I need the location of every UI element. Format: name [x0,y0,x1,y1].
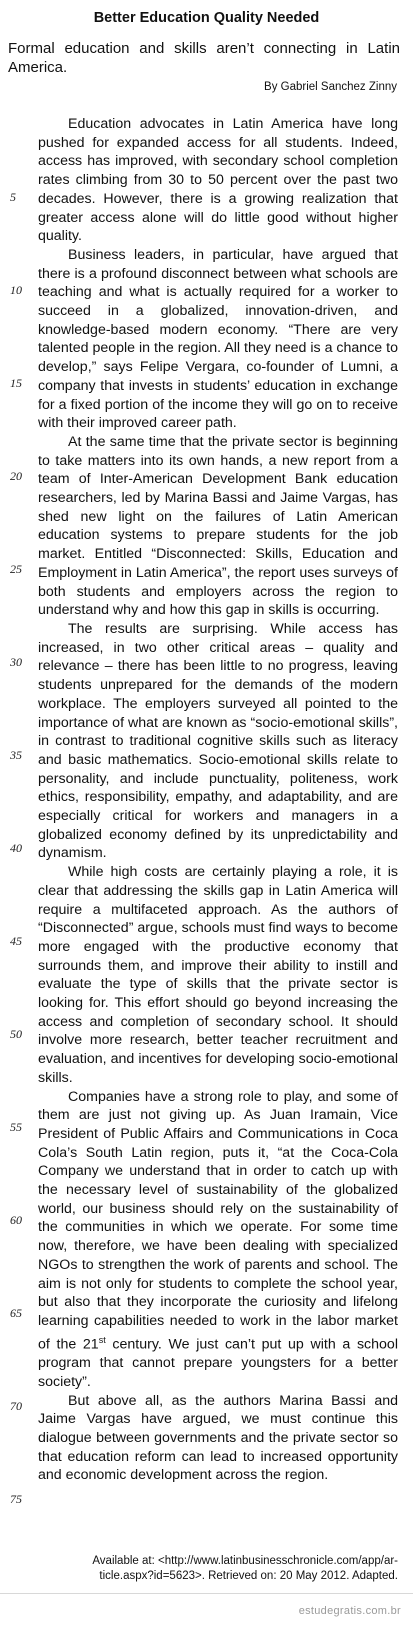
line-number: 35 [10,748,22,762]
line-number: 75 [10,1492,22,1506]
line-number: 30 [10,655,22,669]
source-line: ticle.aspx?id=5623>. Retrieved on: 20 May 2012. Adapted. [99,1569,398,1582]
source-line: Available at: <http://www.latinbusinesschronicle.com/app/ar- [92,1555,398,1567]
paragraph: At the same time that the private sector is beginning to take matters into its own hands, a new report from a team of Inter-American Development Bank education researchers, led by Marina Bassi and Jaime Vargas, has shed new light on the failures of Latin American education systems to prepare students for the job market. Entitled “Disconnected: Skills, Education and Employment in Latin America”, the report uses surveys of both students and employers across the region to understand why and how this gap in skills is occurring. [38,433,398,619]
ordinal-suffix: st [98,1334,106,1345]
line-number: 10 [10,283,22,297]
line-number: 60 [10,1213,22,1227]
paragraph: Companies have a strong role to play, and some of them are just not giving up. As Juan Iramain, Vice President of Public Affairs and Communications in Coca Cola’s South Latin region, puts it, “at the Coca-Cola Company we understand that in order to catch up with the necessary level of sustainability of the globalized world, our business should rely on the sustainability of the communities in which we operate. For some time now, therefore, we have been dealing with specialized NGOs to strengthen the work of parents and school. The aim is not only for students to complete the school year, but also that they incorporate the curiosity and lifelong learning capabilities needed to work in the labor market of the 21st century. We just can’t put up with a school program that cannot prepare youngsters for a better society”. [38,1088,398,1390]
line-number: 55 [10,1120,22,1134]
paragraph: Business leaders, in particular, have argued that there is a profound disconnect between what schools are teaching and what is actually required for a worker to succeed in a globalized, innovation-driven, and knowledge-based modern economy. “There are very talented people in the region. All they need is a chance to develop,” says Felipe Vergara, co-founder of Lumni, a company that invests in students’ education in exchange for a fixed portion of the income they will go on to receive with their improved career path. [38,246,398,432]
line-number: 15 [10,376,22,390]
line-number: 45 [10,934,22,948]
article-subtitle: Formal education and skills aren’t connecting in Latin America. [8,40,400,76]
paragraph: The results are surprising. While access has increased, in two other critical areas – quality and relevance – there has been little to no progress, leaving students unprepared for the demands of the modern workplace. The employers surveyed all pointed to the importance of what are known as “socio-emotional skills”, in contrast to traditional cognitive skills such as literacy and basic mathematics. Socio-emotional skills relate to personality, and include punctuality, politeness, work ethics, responsibility, empathy, and adaptability, and are especially critical for workers and managers in a globalized economy defined by its unpredictability and dynamism. [38,620,398,862]
line-number: 20 [10,469,22,483]
line-number: 65 [10,1306,22,1320]
paragraph: But above all, as the authors Marina Bassi and Jaime Vargas have argued, we must continue this dialogue between governments and the private sector so that education reform can lead to increased opportunity and economic development across the region. [38,1392,398,1484]
article-body [38,115,398,1485]
line-number: 25 [10,562,22,576]
site-watermark: estudegratis.com.br [298,1605,401,1617]
line-number: 5 [10,190,16,204]
article-title: Better Education Quality Needed [93,10,320,26]
paragraph: While high costs are certainly playing a role, it is clear that addressing the skills gap in Latin America will require a multifaceted approach. As the authors of “Disconnected” argue, schools must find ways to become more engaged with the productive economy that surrounds them, and improve their ability to instill and evaluate the type of skills that the private sector is looking for. This effort should go beyond increasing the access and completion of secondary school. It should involve more research, better teacher recruitment and evaluation, and incentives for developing socio-emotional skills. [38,864,398,1086]
footer-divider [0,1593,413,1594]
line-number: 70 [10,1399,22,1413]
source-citation [68,1554,398,1583]
byline: By Gabriel Sanchez Zinny [264,81,397,93]
line-number: 40 [10,841,22,855]
line-number-column [0,0,30,1631]
paragraph: Education advocates in Latin America have long pushed for expanded access for all students. Indeed, access has improved, with secondary school completion rates climbing from 30 to 50 percent over the past two decades. However, there is a growing realization that greater access alone will do little good without higher quality. [38,116,398,245]
line-number: 50 [10,1027,22,1041]
